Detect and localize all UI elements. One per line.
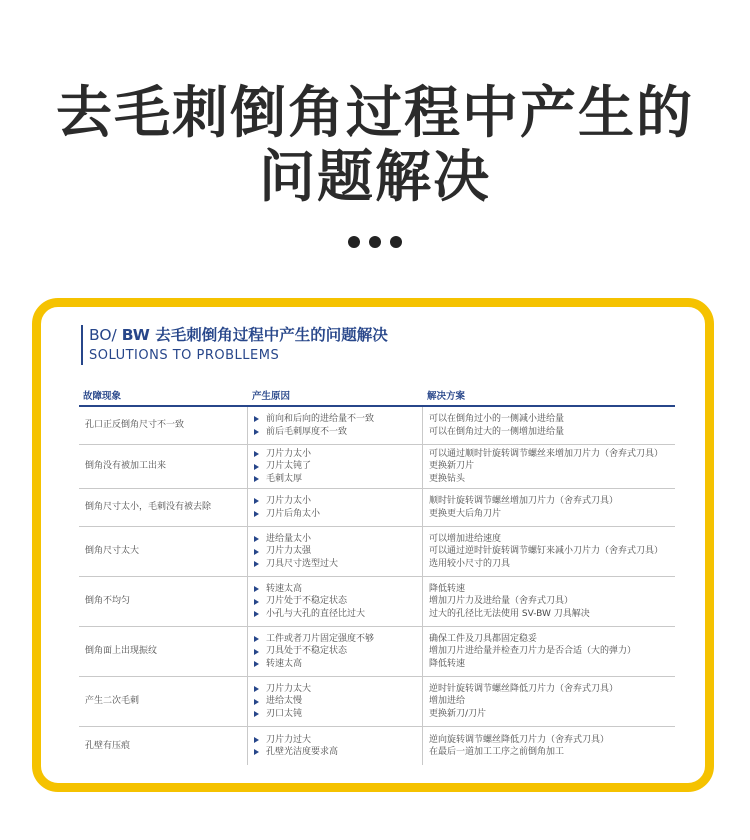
cause-item (254, 683, 418, 695)
solutions-table (79, 385, 675, 765)
cause-text: 小孔与大孔的直径比过大 (266, 608, 366, 619)
bullet-arrow-icon (254, 511, 259, 517)
symptom-text: 倒角尺寸太大 (85, 546, 140, 557)
table-row (79, 677, 675, 727)
solution-text: 降低转速 (429, 583, 466, 594)
cause-text: 工件或者刀片固定强度不够 (266, 633, 375, 644)
cause-text: 刀具处于不稳定状态 (266, 646, 348, 657)
table-row (79, 407, 675, 445)
solution-cell (423, 577, 675, 626)
table-row (79, 727, 675, 765)
solution-text: 可以在倒角过大的一侧增加进给量 (429, 426, 565, 437)
bullet-arrow-icon (254, 586, 259, 592)
symptom-text: 倒角没有被加工出来 (85, 461, 167, 472)
solution-text: 更换更大后角刀片 (429, 508, 502, 519)
symptom-text: 孔壁有压痕 (85, 740, 131, 751)
symptom-cell (79, 407, 247, 444)
table-row (79, 577, 675, 627)
bullet-arrow-icon (254, 711, 259, 717)
bullet-arrow-icon (254, 649, 259, 655)
cause-text: 刀片力太小 (266, 496, 312, 507)
bullet-arrow-icon (254, 429, 259, 435)
cause-text: 转速太高 (266, 583, 303, 594)
solution-text: 确保工件及刀具都固定稳妥 (429, 633, 538, 644)
bullet-arrow-icon (254, 611, 259, 617)
symptom-cell (79, 677, 247, 726)
solution-text: 可以通过逆时针旋转调节螺钉来减小刀片力（舍弃式刀具） (429, 546, 664, 557)
cause-item (254, 448, 418, 460)
dot-icon (390, 236, 402, 248)
solution-text: 可以通过顺时针旋转调节螺丝来增加刀片力（舍弃式刀具） (429, 448, 664, 459)
solution-cell (423, 627, 675, 676)
solution-cell (423, 489, 675, 526)
bullet-arrow-icon (254, 498, 259, 504)
symptom-text: 孔口正反倒角尺寸不一致 (85, 420, 185, 431)
cause-cell (247, 489, 423, 526)
solution-text: 更换钻头 (429, 473, 466, 484)
cause-item (254, 645, 418, 657)
table-body (79, 407, 675, 765)
solution-cell (423, 727, 675, 765)
symptom-cell (79, 445, 247, 488)
cause-item (254, 558, 418, 570)
cause-cell (247, 577, 423, 626)
cause-item (254, 473, 418, 485)
solution-cell (423, 677, 675, 726)
cause-item (254, 658, 418, 670)
dot-icon (348, 236, 360, 248)
table-row (79, 489, 675, 527)
cause-cell (247, 727, 423, 765)
solution-text: 增加进给 (429, 696, 466, 707)
card-title-brand: BO/ (89, 326, 117, 344)
symptom-cell (79, 577, 247, 626)
cause-item (254, 413, 418, 425)
cause-item (254, 633, 418, 645)
bullet-arrow-icon (254, 686, 259, 692)
solution-text: 在最后一道加工工序之前倒角加工 (429, 747, 565, 757)
cause-item (254, 583, 418, 595)
solution-text: 逆时针旋转调节螺丝降低刀片力（舍弃式刀具） (429, 683, 619, 694)
cause-text: 刀片力太大 (266, 683, 312, 694)
cause-text: 刀片力太小 (266, 448, 312, 459)
table-row (79, 627, 675, 677)
solution-text: 可以在倒角过小的一侧减小进给量 (429, 414, 565, 425)
solution-text: 更换新刀/刀片 (429, 708, 487, 719)
symptom-cell (79, 489, 247, 526)
cause-text: 刀具尺寸选型过大 (266, 558, 339, 569)
bullet-arrow-icon (254, 749, 259, 755)
page-title-line1: 去毛刺倒角过程中产生的 (56, 81, 694, 146)
cause-text: 前后毛刺厚度不一致 (266, 426, 348, 437)
solution-text: 降低转速 (429, 658, 466, 669)
cause-item (254, 495, 418, 507)
cause-item (254, 426, 418, 438)
cause-text: 前向和后向的进给量不一致 (266, 414, 375, 425)
cause-item (254, 695, 418, 707)
bullet-arrow-icon (254, 737, 259, 743)
decorative-dots (0, 236, 750, 248)
solution-text: 可以增加进给速度 (429, 533, 502, 544)
symptom-cell (79, 527, 247, 576)
bullet-arrow-icon (254, 416, 259, 422)
cause-item (254, 508, 418, 520)
cause-text: 刀片力过大 (266, 734, 312, 745)
cause-text: 刃口太钝 (266, 708, 303, 719)
symptom-text: 倒角尺寸太小，毛刺没有被去除 (85, 502, 212, 513)
solution-cell (423, 407, 675, 444)
cause-item (254, 533, 418, 545)
header-cause: 产生原因 (247, 388, 423, 402)
bullet-arrow-icon (254, 464, 259, 470)
solution-text: 增加刀片进给量并检查刀片力是否合适（大的弹力） (429, 646, 637, 657)
solution-cell (423, 527, 675, 576)
cause-text: 刀片太钝了 (266, 461, 312, 472)
cause-text: 毛刺太厚 (266, 473, 303, 484)
solution-text: 过大的孔径比无法使用 SV-BW 刀具解决 (429, 608, 590, 619)
solution-text: 逆向旋转调节螺丝降低刀片力（舍弃式刀具） (429, 734, 610, 745)
card-title-text: BW 去毛刺倒角过程中产生的问题解决 (121, 326, 388, 344)
cause-cell (247, 407, 423, 444)
symptom-cell (79, 727, 247, 765)
page-title (0, 82, 750, 210)
bullet-arrow-icon (254, 549, 259, 555)
page-title-line2: 问题解决 (259, 145, 491, 210)
cause-cell (247, 627, 423, 676)
solution-text: 增加刀片力及进给量（舍弃式刀具） (429, 596, 574, 607)
cause-text: 孔壁光洁度要求高 (266, 747, 339, 757)
bullet-arrow-icon (254, 661, 259, 667)
cause-item (254, 545, 418, 557)
cause-cell (247, 445, 423, 488)
header-symptom: 故障现象 (83, 391, 122, 402)
solutions-card (32, 298, 714, 792)
bullet-arrow-icon (254, 536, 259, 542)
cause-item (254, 746, 418, 758)
header-solution: 解决方案 (427, 391, 466, 402)
bullet-arrow-icon (254, 636, 259, 642)
cause-item (254, 734, 418, 746)
table-row (79, 527, 675, 577)
cause-text: 刀片处于不稳定状态 (266, 596, 348, 607)
cause-text: 刀片力太强 (266, 546, 312, 557)
cause-text: 转速太高 (266, 658, 303, 669)
cause-item (254, 595, 418, 607)
cause-text: 进给量太小 (266, 533, 312, 544)
cause-text: 进给太慢 (266, 696, 303, 707)
cause-cell (247, 677, 423, 726)
symptom-text: 产生二次毛刺 (85, 696, 140, 707)
solution-text: 更换新刀片 (429, 461, 475, 472)
symptom-text: 倒角不均匀 (85, 596, 131, 607)
bullet-arrow-icon (254, 451, 259, 457)
bullet-arrow-icon (254, 561, 259, 567)
card-title (89, 325, 388, 345)
cause-item (254, 608, 418, 620)
bullet-arrow-icon (254, 476, 259, 482)
bullet-arrow-icon (254, 599, 259, 605)
table-row (79, 445, 675, 489)
symptom-text: 倒角面上出现振纹 (85, 646, 158, 657)
table-header (79, 385, 675, 407)
card-subtitle: SOLUTIONS TO PROBLLEMS (89, 348, 280, 363)
bullet-arrow-icon (254, 699, 259, 705)
cause-text: 刀片后角太小 (266, 508, 321, 519)
card-header (81, 325, 388, 365)
solution-cell (423, 445, 675, 488)
cause-item (254, 460, 418, 472)
solution-text: 顺时针旋转调节螺丝增加刀片力（舍弃式刀具） (429, 496, 619, 507)
dot-icon (369, 236, 381, 248)
cause-item (254, 708, 418, 720)
cause-cell (247, 527, 423, 576)
solution-text: 选用较小尺寸的刀具 (429, 558, 511, 569)
symptom-cell (79, 627, 247, 676)
